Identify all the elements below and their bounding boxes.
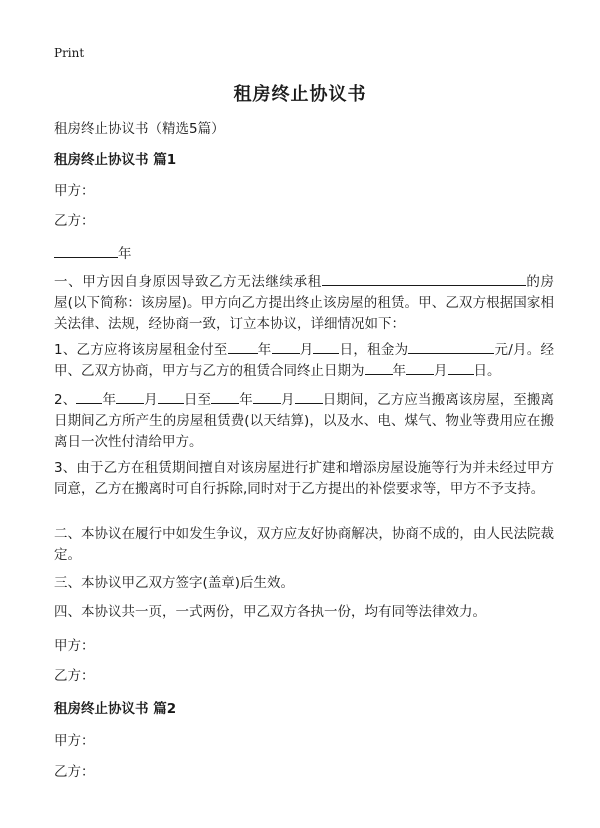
blank-field — [76, 390, 102, 404]
document-title: 租房终止协议书 — [233, 84, 367, 105]
clause-1 — [54, 272, 554, 335]
date-year-line — [54, 244, 132, 263]
clause-text: 日至 — [183, 392, 212, 408]
year-suffix: 年 — [118, 246, 132, 262]
blank-field — [158, 390, 184, 404]
clause-text: 月 — [299, 342, 314, 358]
print-label[interactable]: Print — [54, 46, 85, 60]
blank-field — [228, 340, 258, 354]
clause-1-2 — [54, 390, 554, 453]
clause-1-3: 3、由于乙方在租赁期间擅自对该房屋进行扩建和增添房屋设施等行为并未经过甲方同意，乙方在搬离时可自行拆除,同时对于乙方提出的补偿要求等，甲方不予支持。 — [54, 460, 554, 497]
blank-field — [313, 340, 339, 354]
blank-field — [253, 390, 281, 404]
blank-field — [322, 272, 526, 286]
blank-field — [295, 390, 323, 404]
clause-text: 月 — [144, 392, 158, 408]
clause-text: 日，租金为 — [339, 342, 409, 358]
clause-text: 月 — [280, 392, 295, 408]
clause-text: 元/月。经甲、乙双方协商，甲方与乙方的租赁合同终止日期为 — [54, 342, 554, 379]
party-b-label: 乙方： — [54, 764, 95, 780]
party-a-label: 甲方： — [54, 183, 95, 199]
blank-field — [448, 361, 474, 375]
clause-text: 年 — [102, 392, 117, 408]
clause-3: 三、本协议甲乙双方签字(盖章)后生效。 — [54, 575, 295, 591]
clause-text: 2、 — [54, 392, 77, 408]
clause-1-text-b: 的 — [525, 274, 541, 290]
clause-text: 年 — [392, 363, 406, 379]
blank-field — [211, 390, 239, 404]
clause-text: 年 — [257, 342, 272, 358]
clause-1-text-a: 一、甲方因自身原因导致乙方无法继续承租 — [54, 274, 322, 290]
clause-text: 1、乙方应将该房屋租金付至 — [54, 342, 228, 358]
clause-text: 月 — [434, 363, 448, 379]
blank-field — [116, 390, 144, 404]
clause-text: 日。 — [473, 363, 501, 379]
section-heading-2: 租房终止协议书 篇2 — [54, 701, 177, 717]
clause-text: 日期间，乙方应当搬离该房屋，至搬离日期间乙方所产生的房屋租赁费(以天结算)，以及水、电、煤气、物业等费用应在搬离日一次性付清给甲方。 — [54, 392, 555, 450]
clause-1-1 — [54, 340, 554, 382]
blank-field — [54, 244, 118, 258]
clause-4: 四、本协议共一页，一式两份，甲乙双方各执一份，均有同等法律效力。 — [54, 604, 486, 620]
signature-party-a: 甲方： — [54, 638, 95, 654]
document-subtitle: 租房终止协议书（精选5篇） — [54, 121, 225, 137]
party-a-label: 甲方： — [54, 733, 95, 749]
blank-field — [408, 340, 494, 354]
clause-2: 二、本协议在履行中如发生争议，双方应友好协商解决，协商不成的，由人民法院裁定。 — [54, 526, 554, 563]
blank-field — [272, 340, 300, 354]
party-b-label: 乙方： — [54, 213, 95, 229]
clause-1-text-c: 房屋(以下简称：该房屋)。甲方向乙方提出终止该房屋的租赁。甲、乙双方根据国家相关法律、法规，经协商一致，订立本协议，详细情况如下： — [54, 274, 555, 332]
section-heading-1: 租房终止协议书 篇1 — [54, 152, 177, 168]
blank-field — [365, 361, 393, 375]
blank-field — [406, 361, 434, 375]
signature-party-b: 乙方： — [54, 668, 95, 684]
clause-text: 年 — [239, 392, 253, 408]
